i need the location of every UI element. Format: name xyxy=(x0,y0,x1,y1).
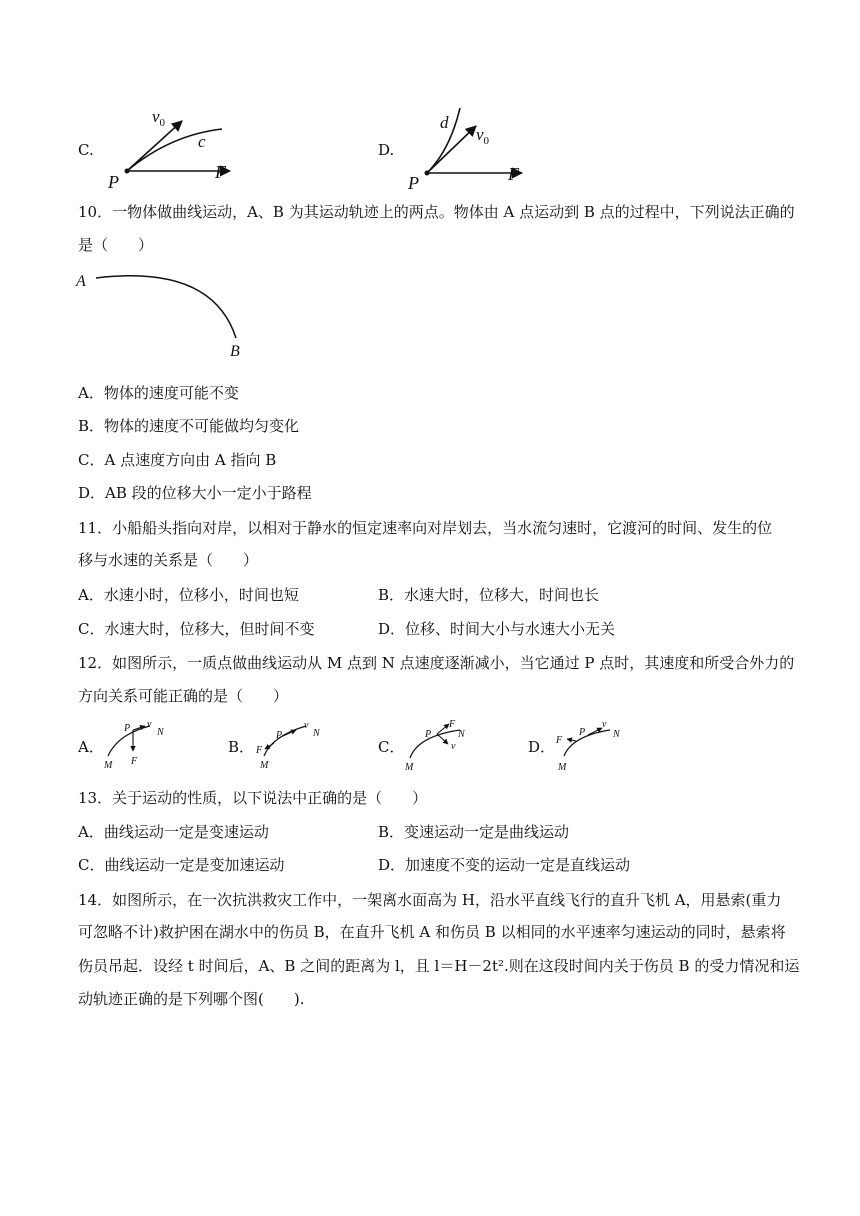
force-label: F xyxy=(215,162,226,182)
q14-stem-line4: 动轨迹正确的是下列哪个图( ). xyxy=(78,990,305,1008)
svg-text:M: M xyxy=(104,760,113,771)
v0-label: $v_0$ xyxy=(152,107,166,129)
point-b-label: B xyxy=(230,343,240,360)
svg-text:M: M xyxy=(260,760,269,771)
q13-stem: 13．关于运动的性质，以下说法中正确的是（ ） xyxy=(78,789,428,807)
svg-text:N: N xyxy=(458,729,465,740)
q14-stem-line1: 14．如图所示，在一次抗洪救灾工作中，一架离水面高为 H，沿水平直线飞行的直升飞机 A，用悬索(重力 xyxy=(78,891,782,909)
point-p-label: P xyxy=(108,172,119,192)
point-p-label: P xyxy=(408,173,419,193)
q13-option-a[interactable]: A．曲线运动一定是变速运动 xyxy=(78,823,269,841)
q10-trajectory-figure xyxy=(72,262,262,362)
svg-text:F: F xyxy=(449,719,456,730)
q12-option-d-figure xyxy=(550,716,630,774)
q13-option-b[interactable]: B．变速运动一定是曲线运动 xyxy=(378,823,570,841)
q10-option-b[interactable]: B．物体的速度不可能做均匀变化 xyxy=(78,417,300,435)
q10-option-a[interactable]: A．物体的速度可能不变 xyxy=(78,384,239,402)
q13-option-c[interactable]: C．曲线运动一定是变加速运动 xyxy=(78,856,285,874)
q9-option-d-letter[interactable]: D. xyxy=(378,141,395,159)
trajectory-arc xyxy=(96,276,236,338)
svg-text:F: F xyxy=(556,735,563,746)
q10-option-d[interactable]: D．AB 段的位移大小一定小于路程 xyxy=(78,484,312,502)
svg-text:v: v xyxy=(304,720,309,731)
q9-option-d-figure xyxy=(400,100,540,195)
q9-option-c-letter[interactable]: C. xyxy=(78,141,94,159)
q11-stem-line1: 11．小船船头指向对岸，以相对于静水的恒定速率向对岸划去，当水流匀速时，它渡河的时间、发生的位 xyxy=(78,519,773,537)
q10-option-c[interactable]: C．A 点速度方向由 A 指向 B xyxy=(78,451,277,469)
curve-label: d xyxy=(440,113,449,132)
q12-option-d-letter[interactable]: D． xyxy=(528,738,556,756)
svg-text:N: N xyxy=(157,727,164,738)
svg-text:F: F xyxy=(256,745,263,756)
svg-text:P: P xyxy=(425,729,432,740)
q12-option-a-figure xyxy=(100,716,175,774)
svg-text:N: N xyxy=(613,729,620,740)
curve-label: c xyxy=(198,132,206,151)
q12-option-b-figure xyxy=(250,716,330,774)
q12-stem-line1: 12．如图所示，一质点做曲线运动从 M 点到 N 点速度逐渐减小，当它通过 P 点时，其速度和所受合外力的 xyxy=(78,654,795,672)
svg-text:F: F xyxy=(131,756,138,767)
q14-stem-line3: 伤员吊起．设经 t 时间后，A、B 之间的距离为 l，且 l＝H－2t².则在这段时间内关于伤员 B 的受力情况和运 xyxy=(78,957,800,975)
v0-label: $v_0$ xyxy=(476,125,490,147)
svg-text:M: M xyxy=(558,762,567,773)
svg-text:v: v xyxy=(147,719,152,730)
point-a-label: A xyxy=(76,273,86,290)
q11-option-a[interactable]: A．水速小时，位移小，时间也短 xyxy=(78,586,299,604)
q10-stem-line1: 10．一物体做曲线运动，A、B 为其运动轨迹上的两点。物体由 A 点运动到 B 点的过程中，下列说法正确的 xyxy=(78,203,795,221)
q12-option-a-letter[interactable]: A． xyxy=(78,738,104,756)
svg-text:v: v xyxy=(602,719,607,730)
q12-option-c-letter[interactable]: C． xyxy=(378,738,405,756)
q12-option-c-figure xyxy=(400,716,480,774)
trajectory-curve xyxy=(127,129,222,171)
q9-option-c-figure xyxy=(100,100,240,195)
force-label: F xyxy=(508,164,519,184)
q14-stem-line2: 可忽略不计)救护困在湖水中的伤员 B，在直升飞机 A 和伤员 B 以相同的水平速率匀速运动的同时，悬索将 xyxy=(78,923,786,941)
svg-text:M: M xyxy=(405,762,414,773)
q11-option-b[interactable]: B．水速大时，位移大，时间也长 xyxy=(378,586,600,604)
svg-text:v: v xyxy=(451,741,456,752)
svg-text:P: P xyxy=(124,723,131,734)
svg-text:N: N xyxy=(313,728,320,739)
svg-text:P: P xyxy=(579,727,586,738)
svg-text:P: P xyxy=(276,730,283,741)
q10-stem-line2: 是（ ） xyxy=(78,236,154,254)
q11-option-c[interactable]: C．水速大时，位移大，但时间不变 xyxy=(78,620,315,638)
q11-stem-line2: 移与水速的关系是（ ） xyxy=(78,551,259,569)
q13-option-d[interactable]: D．加速度不变的运动一定是直线运动 xyxy=(378,856,631,874)
q11-option-d[interactable]: D．位移、时间大小与水速大小无关 xyxy=(378,620,616,638)
q12-stem-line2: 方向关系可能正确的是（ ） xyxy=(78,687,289,705)
q12-option-b-letter[interactable]: B． xyxy=(228,738,255,756)
